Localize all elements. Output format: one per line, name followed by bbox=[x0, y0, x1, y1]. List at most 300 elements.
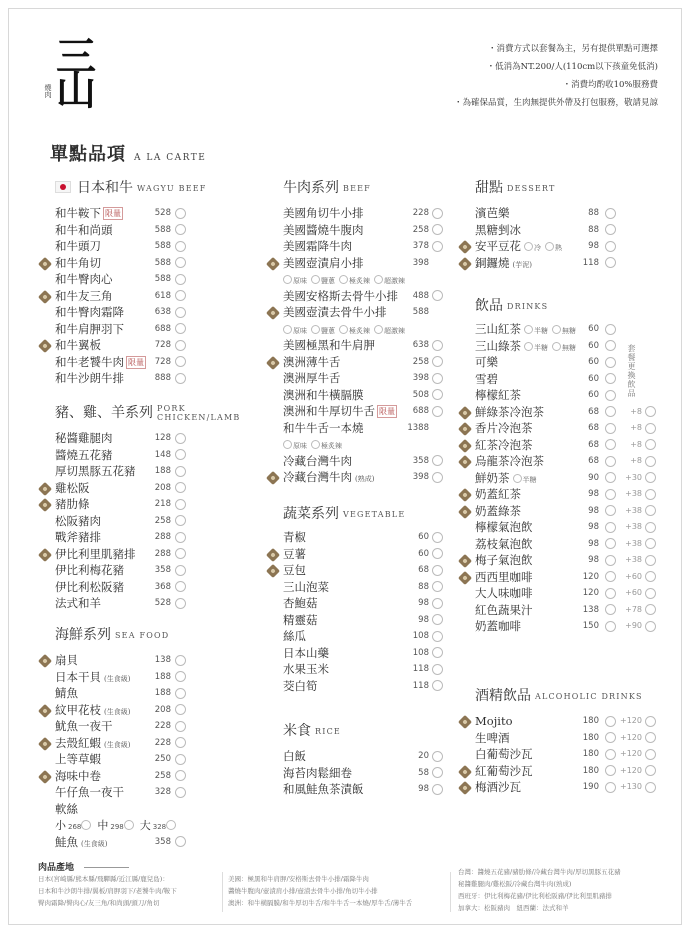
item-price: 398 bbox=[412, 472, 429, 482]
combo-checkbox[interactable] bbox=[645, 439, 656, 450]
item-name: 鮭魚 bbox=[55, 834, 78, 849]
page-title bbox=[50, 140, 206, 166]
order-checkbox[interactable] bbox=[605, 324, 616, 335]
item-name: 精靈菇 bbox=[283, 612, 318, 627]
menu-item bbox=[475, 238, 665, 255]
order-checkbox[interactable] bbox=[175, 433, 186, 444]
item-price: 638 bbox=[412, 340, 429, 350]
menu-item bbox=[55, 321, 195, 338]
order-checkbox[interactable] bbox=[175, 737, 186, 748]
order-checkbox[interactable] bbox=[175, 290, 186, 301]
order-checkbox[interactable] bbox=[175, 515, 186, 526]
item-name: 白葡萄沙瓦 bbox=[475, 747, 533, 761]
section-header-seafood bbox=[55, 624, 169, 644]
order-checkbox[interactable] bbox=[175, 224, 186, 235]
order-checkbox[interactable] bbox=[175, 274, 186, 285]
item-price: 588 bbox=[154, 274, 171, 284]
item-price: 368 bbox=[154, 581, 171, 592]
order-checkbox[interactable] bbox=[432, 290, 443, 301]
order-checkbox[interactable] bbox=[605, 241, 616, 252]
menu-item bbox=[475, 321, 665, 338]
order-checkbox[interactable] bbox=[605, 749, 616, 760]
combo-checkbox[interactable] bbox=[645, 749, 656, 760]
order-checkbox[interactable] bbox=[605, 571, 616, 582]
item-name: 雞松阪 bbox=[55, 480, 90, 495]
item-name: 三山綠茶 bbox=[475, 338, 521, 353]
item-name: 水果玉米 bbox=[283, 662, 329, 676]
order-checkbox[interactable] bbox=[432, 340, 443, 351]
combo-checkbox[interactable] bbox=[645, 604, 656, 615]
section-subtitle-line: PORK bbox=[157, 404, 186, 413]
order-checkbox[interactable] bbox=[175, 721, 186, 732]
menu-item bbox=[55, 529, 195, 546]
menu-item bbox=[55, 834, 195, 851]
order-checkbox[interactable] bbox=[175, 548, 186, 559]
item-price: 138 bbox=[582, 604, 599, 615]
item-name: 美國壺漬去骨牛小排 bbox=[283, 305, 387, 319]
order-checkbox[interactable] bbox=[175, 340, 186, 351]
menu-item bbox=[283, 645, 448, 662]
item-price: 148 bbox=[154, 449, 171, 460]
order-checkbox[interactable] bbox=[605, 439, 616, 450]
order-checkbox[interactable] bbox=[432, 565, 443, 576]
order-checkbox[interactable] bbox=[175, 836, 186, 847]
order-checkbox[interactable] bbox=[432, 664, 443, 675]
order-checkbox[interactable] bbox=[432, 224, 443, 235]
order-checkbox[interactable] bbox=[605, 604, 616, 615]
item-note: (生食級) bbox=[104, 674, 131, 683]
item-name: 梅子氣泡飲 bbox=[475, 553, 533, 567]
order-checkbox[interactable] bbox=[432, 631, 443, 642]
order-checkbox[interactable] bbox=[175, 373, 186, 384]
order-checkbox[interactable] bbox=[175, 671, 186, 682]
item-list-alcohol bbox=[475, 713, 665, 796]
order-checkbox[interactable] bbox=[432, 455, 443, 466]
menu-item bbox=[283, 579, 448, 596]
menu-item bbox=[55, 735, 195, 752]
section-header-drinks bbox=[475, 295, 548, 315]
menu-item bbox=[55, 562, 195, 579]
combo-upgrade-price: +78 bbox=[625, 604, 642, 614]
menu-item bbox=[55, 702, 195, 719]
item-price: 288 bbox=[154, 548, 171, 559]
combo-checkbox[interactable] bbox=[645, 456, 656, 467]
menu-item bbox=[283, 546, 448, 563]
item-name: 和風鮭魚茶漬飯 bbox=[283, 782, 364, 796]
order-checkbox[interactable] bbox=[432, 751, 443, 762]
item-name: 伊比利里肌豬排 bbox=[55, 546, 136, 561]
order-checkbox[interactable] bbox=[605, 340, 616, 351]
item-price: 108 bbox=[412, 647, 429, 658]
item-name: 去殼紅蝦 bbox=[55, 735, 101, 750]
combo-upgrade-price: +130 bbox=[620, 782, 642, 791]
menu-item bbox=[475, 453, 665, 470]
item-name: 戰斧豬排 bbox=[55, 530, 101, 544]
combo-upgrade-price: +120 bbox=[620, 732, 642, 742]
order-checkbox[interactable] bbox=[175, 466, 186, 477]
order-checkbox[interactable] bbox=[605, 765, 616, 776]
item-name: 奶蓋綠茶 bbox=[475, 503, 521, 518]
order-checkbox[interactable] bbox=[605, 555, 616, 566]
order-checkbox[interactable] bbox=[432, 389, 443, 400]
menu-item bbox=[283, 562, 448, 579]
option-radio[interactable]: 無糖 bbox=[552, 344, 576, 352]
item-name: 伊比利松阪豬 bbox=[55, 579, 124, 594]
origin-line: 澳洲：和牛橫膈膜/和牛厚切牛舌/和牛牛舌一本燒/厚牛舌/薄牛舌 bbox=[228, 899, 413, 907]
menu-item bbox=[475, 552, 665, 569]
notice: ・消費方式以套餐為主，另有提供單點可選擇 bbox=[487, 44, 658, 54]
section-header-beef bbox=[283, 177, 371, 197]
combo-checkbox[interactable] bbox=[645, 571, 656, 582]
item-name: 安平豆花 bbox=[475, 239, 521, 253]
order-checkbox[interactable] bbox=[175, 787, 186, 798]
item-price: 888 bbox=[154, 373, 171, 383]
combo-checkbox[interactable] bbox=[645, 423, 656, 434]
menu-item bbox=[55, 768, 195, 785]
order-checkbox[interactable] bbox=[432, 784, 443, 795]
item-price: 180 bbox=[582, 765, 599, 776]
section-header-alcohol bbox=[475, 685, 643, 705]
order-checkbox[interactable] bbox=[175, 754, 186, 765]
item-name: 海味中卷 bbox=[55, 768, 101, 783]
combo-checkbox[interactable] bbox=[645, 472, 656, 483]
item-note: (生食級) bbox=[81, 839, 108, 848]
item-price: 98 bbox=[588, 522, 599, 532]
menu-item bbox=[283, 765, 448, 782]
option-radio[interactable]: 極炙辣 bbox=[339, 327, 370, 335]
option-radio[interactable]: 熱 bbox=[545, 244, 562, 252]
combo-upgrade-price: +8 bbox=[630, 423, 642, 432]
item-price: 60 bbox=[588, 373, 599, 384]
option-radio[interactable]: 半糖 bbox=[524, 344, 548, 352]
origin-line: 醬燒牛腹肉/壺漬肩小排/壺漬去骨牛小排/角切牛小排 bbox=[228, 887, 378, 895]
combo-checkbox[interactable] bbox=[645, 538, 656, 549]
item-list-pork bbox=[55, 430, 195, 612]
item-price: 250 bbox=[154, 754, 171, 764]
menu-item bbox=[283, 403, 448, 420]
combo-upgrade-price: +120 bbox=[620, 716, 642, 725]
item-price: 120 bbox=[582, 588, 599, 598]
combo-upgrade-price: +38 bbox=[625, 538, 642, 548]
item-price: 68 bbox=[588, 423, 599, 433]
menu-item bbox=[55, 337, 195, 354]
order-checkbox[interactable] bbox=[432, 406, 443, 417]
order-checkbox[interactable] bbox=[605, 423, 616, 434]
item-price: 60 bbox=[418, 548, 429, 559]
option-radio[interactable]: 無糖 bbox=[552, 327, 576, 335]
combo-upgrade-price: +60 bbox=[625, 588, 642, 597]
item-name: 魷魚一夜干 bbox=[55, 719, 113, 733]
item-name: 梅酒沙瓦 bbox=[475, 780, 521, 794]
order-checkbox[interactable] bbox=[175, 770, 186, 781]
order-checkbox[interactable] bbox=[175, 581, 186, 592]
item-note: (生食級) bbox=[104, 707, 131, 716]
menu-item bbox=[55, 447, 195, 464]
combo-checkbox[interactable] bbox=[645, 588, 656, 599]
section-title: 飲品 bbox=[475, 298, 503, 314]
option-radio[interactable]: 原味 bbox=[283, 442, 307, 450]
notice: ・低消為NT.200/人(110cm以下孩童免低消) bbox=[486, 62, 658, 72]
order-checkbox[interactable] bbox=[175, 499, 186, 510]
item-name: 醬燒五花豬 bbox=[55, 447, 113, 462]
combo-upgrade-price: +30 bbox=[625, 472, 642, 482]
option-radio[interactable]: 鹽蔥 bbox=[311, 277, 335, 285]
order-checkbox[interactable] bbox=[605, 357, 616, 368]
item-price: 398 bbox=[412, 373, 429, 383]
item-name: 軟絲 bbox=[55, 801, 78, 816]
item-name: 和牛沙朗牛排 bbox=[55, 371, 124, 385]
notice: ・消費均酌收10%服務費 bbox=[562, 80, 658, 90]
item-name: 和牛臀肉心 bbox=[55, 272, 113, 286]
section-header-rice bbox=[283, 720, 341, 740]
section-subtitle: RICE bbox=[315, 726, 341, 736]
order-checkbox[interactable] bbox=[605, 489, 616, 500]
option-radio[interactable]: 原味 bbox=[283, 277, 307, 285]
origin-col-3 bbox=[458, 866, 621, 914]
order-checkbox[interactable] bbox=[175, 323, 186, 334]
order-checkbox[interactable] bbox=[605, 390, 616, 401]
item-name: 日本山藥 bbox=[283, 645, 329, 660]
origin-line: 西班牙：伊比利梅花豬/伊比利松阪豬/伊比利里肌豬排 bbox=[458, 892, 612, 900]
item-price: 258 bbox=[412, 356, 429, 367]
menu-item bbox=[475, 763, 665, 780]
order-checkbox[interactable] bbox=[605, 782, 616, 793]
option-radio[interactable]: 超激辣 bbox=[374, 277, 405, 285]
order-checkbox[interactable] bbox=[432, 581, 443, 592]
item-price: 728 bbox=[154, 340, 171, 350]
combo-upgrade-price: +38 bbox=[625, 505, 642, 515]
menu-item bbox=[475, 470, 665, 487]
section-subtitle: BEEF bbox=[343, 183, 371, 193]
order-checkbox[interactable] bbox=[432, 241, 443, 252]
order-checkbox[interactable] bbox=[175, 356, 186, 367]
item-price: 88 bbox=[588, 208, 599, 218]
order-checkbox[interactable] bbox=[175, 208, 186, 219]
menu-item bbox=[55, 354, 195, 371]
item-price: 508 bbox=[412, 389, 429, 400]
item-name: 大人味咖啡 bbox=[475, 586, 533, 600]
combo-drink-note: 套餐更換飲品 bbox=[627, 344, 636, 398]
item-price: 98 bbox=[588, 489, 599, 499]
item-price: 60 bbox=[588, 324, 599, 334]
size-option-row bbox=[55, 817, 195, 834]
menu-item bbox=[55, 304, 195, 321]
item-name: 紅茶冷泡茶 bbox=[475, 437, 533, 452]
order-checkbox[interactable] bbox=[432, 208, 443, 219]
order-checkbox[interactable] bbox=[175, 307, 186, 318]
order-checkbox[interactable] bbox=[175, 241, 186, 252]
item-price: 180 bbox=[582, 749, 599, 759]
order-checkbox[interactable] bbox=[175, 257, 186, 268]
order-checkbox[interactable] bbox=[432, 532, 443, 543]
order-checkbox[interactable] bbox=[432, 356, 443, 367]
section-subtitle: DRINKS bbox=[507, 301, 549, 311]
title-en: A LA CARTE bbox=[134, 153, 207, 163]
section-title: 豬、雞、羊系列 bbox=[55, 405, 153, 421]
item-price: 60 bbox=[588, 390, 599, 400]
order-checkbox[interactable] bbox=[605, 621, 616, 632]
menu-item bbox=[55, 238, 195, 255]
item-name: 和牛鞍下 bbox=[55, 206, 101, 220]
menu-item bbox=[475, 602, 665, 619]
item-price: 358 bbox=[412, 455, 429, 466]
order-checkbox[interactable] bbox=[605, 732, 616, 743]
section-title: 海鮮系列 bbox=[55, 627, 111, 643]
combo-upgrade-price: +120 bbox=[620, 749, 642, 758]
order-checkbox[interactable] bbox=[605, 538, 616, 549]
item-name: 香片冷泡茶 bbox=[475, 421, 533, 435]
menu-item bbox=[475, 255, 665, 272]
item-name: 扇貝 bbox=[55, 653, 78, 667]
option-radio[interactable]: 半糖 bbox=[524, 327, 548, 335]
combo-checkbox[interactable] bbox=[645, 732, 656, 743]
menu-item bbox=[283, 781, 448, 798]
order-checkbox[interactable] bbox=[605, 716, 616, 727]
order-checkbox[interactable] bbox=[81, 820, 91, 830]
order-checkbox[interactable] bbox=[124, 820, 134, 830]
menu-item bbox=[475, 205, 665, 222]
option-radio[interactable]: 半糖 bbox=[513, 476, 537, 484]
option-radio[interactable]: 原味 bbox=[283, 327, 307, 335]
item-price: 328 bbox=[154, 787, 171, 797]
menu-item bbox=[283, 595, 448, 612]
menu-item bbox=[475, 730, 665, 747]
section-header-wagyu bbox=[55, 177, 207, 197]
menu-item bbox=[55, 513, 195, 530]
order-checkbox[interactable] bbox=[175, 688, 186, 699]
option-radio[interactable]: 極炙辣 bbox=[311, 442, 342, 450]
item-name: 生啤酒 bbox=[475, 730, 510, 745]
order-checkbox[interactable] bbox=[605, 406, 616, 417]
item-price: 288 bbox=[154, 532, 171, 542]
order-checkbox[interactable] bbox=[432, 373, 443, 384]
order-checkbox[interactable] bbox=[175, 598, 186, 609]
option-radio[interactable]: 極炙辣 bbox=[339, 277, 370, 285]
order-checkbox[interactable] bbox=[605, 472, 616, 483]
item-name: 和牛臀肉霜降 bbox=[55, 305, 124, 319]
menu-item bbox=[475, 222, 665, 239]
item-name: 厚切黑豚五花豬 bbox=[55, 464, 136, 478]
item-price: 588 bbox=[412, 307, 429, 317]
order-checkbox[interactable] bbox=[432, 598, 443, 609]
combo-checkbox[interactable] bbox=[645, 555, 656, 566]
menu-item bbox=[475, 404, 665, 421]
combo-checkbox[interactable] bbox=[645, 522, 656, 533]
order-checkbox[interactable] bbox=[605, 373, 616, 384]
combo-checkbox[interactable] bbox=[645, 716, 656, 727]
menu-item bbox=[475, 420, 665, 437]
item-price: 218 bbox=[154, 499, 171, 509]
item-name: 冷藏台灣牛肉 bbox=[283, 453, 352, 468]
item-price: 358 bbox=[154, 836, 171, 847]
item-price: 188 bbox=[154, 466, 171, 476]
option-radio[interactable]: 冷 bbox=[524, 244, 541, 252]
option-radio[interactable]: 鹽蔥 bbox=[311, 327, 335, 335]
inline-options bbox=[524, 339, 580, 353]
order-checkbox[interactable] bbox=[605, 505, 616, 516]
section-header-vegetable bbox=[283, 503, 405, 523]
item-list-vegetable bbox=[283, 529, 448, 694]
order-checkbox[interactable] bbox=[432, 680, 443, 691]
item-name: 三山泡菜 bbox=[283, 579, 329, 594]
item-name: 荔枝氣泡飲 bbox=[475, 536, 533, 551]
inline-options bbox=[513, 471, 541, 485]
combo-checkbox[interactable] bbox=[645, 765, 656, 776]
menu-item bbox=[55, 255, 195, 272]
order-checkbox[interactable] bbox=[175, 449, 186, 460]
order-checkbox[interactable] bbox=[605, 456, 616, 467]
order-checkbox[interactable] bbox=[605, 522, 616, 533]
order-checkbox[interactable] bbox=[605, 588, 616, 599]
combo-upgrade-price: +8 bbox=[630, 406, 642, 416]
menu-item bbox=[283, 469, 448, 486]
section-subtitle: SEA FOOD bbox=[115, 630, 170, 640]
order-checkbox[interactable] bbox=[432, 614, 443, 625]
order-checkbox[interactable] bbox=[175, 704, 186, 715]
option-radio[interactable]: 超激辣 bbox=[374, 327, 405, 335]
combo-checkbox[interactable] bbox=[645, 782, 656, 793]
combo-checkbox[interactable] bbox=[645, 505, 656, 516]
item-name: 三山紅茶 bbox=[475, 322, 521, 336]
item-name: 鮮奶茶 bbox=[475, 470, 510, 485]
item-price: 60 bbox=[418, 532, 429, 542]
menu-item bbox=[283, 205, 448, 222]
combo-checkbox[interactable] bbox=[645, 406, 656, 417]
origin-col-2 bbox=[228, 873, 412, 909]
menu-item bbox=[283, 678, 448, 695]
order-checkbox[interactable] bbox=[605, 224, 616, 235]
order-checkbox[interactable] bbox=[605, 257, 616, 268]
item-price: 528 bbox=[154, 208, 171, 218]
item-price: 378 bbox=[412, 241, 429, 251]
order-checkbox[interactable] bbox=[432, 548, 443, 559]
combo-checkbox[interactable] bbox=[645, 489, 656, 500]
combo-checkbox[interactable] bbox=[645, 621, 656, 632]
order-checkbox[interactable] bbox=[605, 208, 616, 219]
item-name: 和牛角切 bbox=[55, 255, 101, 270]
order-checkbox[interactable] bbox=[432, 472, 443, 483]
item-price: 150 bbox=[582, 621, 599, 631]
item-name: 絲瓜 bbox=[283, 629, 306, 643]
order-checkbox[interactable] bbox=[175, 655, 186, 666]
item-name: 紅色蔬果汁 bbox=[475, 602, 533, 617]
menu-item bbox=[55, 288, 195, 305]
item-name: 美國壺漬肩小排 bbox=[283, 255, 364, 270]
item-price: 228 bbox=[154, 721, 171, 731]
order-checkbox[interactable] bbox=[175, 532, 186, 543]
order-checkbox[interactable] bbox=[175, 565, 186, 576]
divider bbox=[222, 872, 223, 912]
order-checkbox[interactable] bbox=[432, 647, 443, 658]
limited-tag: 限量 bbox=[105, 209, 121, 218]
item-name: 檸檬氣泡飲 bbox=[475, 520, 533, 534]
combo-upgrade-price: +38 bbox=[625, 489, 642, 498]
order-checkbox[interactable] bbox=[175, 482, 186, 493]
item-name: 白飯 bbox=[283, 749, 306, 763]
menu-item bbox=[283, 337, 448, 354]
item-list-dessert bbox=[475, 205, 665, 271]
section-subtitle: DESSERT bbox=[507, 183, 556, 193]
item-price: 358 bbox=[154, 565, 171, 575]
order-checkbox[interactable] bbox=[166, 820, 176, 830]
menu-item bbox=[55, 430, 195, 447]
item-name: 黑糖剉冰 bbox=[475, 222, 521, 237]
item-price: 488 bbox=[412, 290, 429, 301]
order-checkbox[interactable] bbox=[432, 767, 443, 778]
limited-tag: 限量 bbox=[128, 357, 144, 367]
origin-line: 美國：極黑和牛肩胛/安格斯去骨牛小排/霜降牛肉 bbox=[228, 875, 369, 883]
notices bbox=[454, 40, 658, 112]
